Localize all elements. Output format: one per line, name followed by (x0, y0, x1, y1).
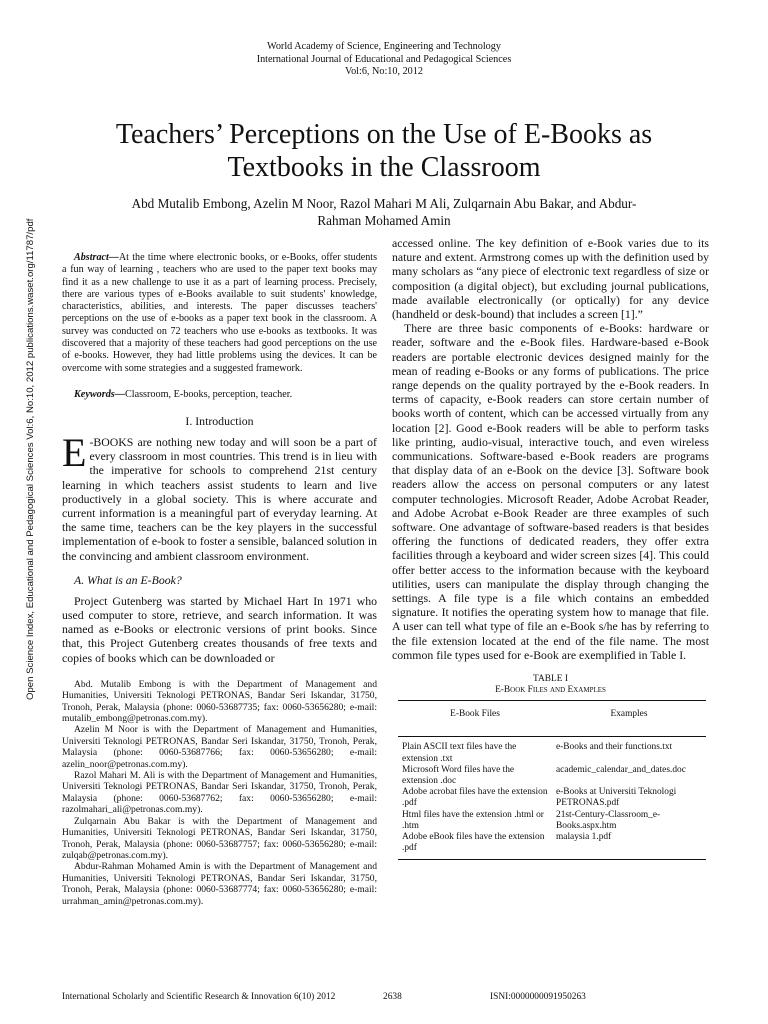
table-block (392, 674, 709, 860)
ebook-files-table (398, 700, 706, 860)
keywords-label: Keywords— (74, 388, 125, 400)
table-row (398, 787, 706, 809)
right-paragraph-2: There are three basic components of e-Books: hardware or reader, software and the e-Book files. Hardware-based e-Book readers are portable electronic devices designed mainly for the mean of reading e-Books or any forms of publications. The price range depends on the quality portrayed by the e-Book readers. In terms of capacity, e-Book readers can store certain number of books worth of content, which can be accessed virtually from any location [2]. Good e-Book readers will be able to perform tasks like printing, audio-visual, interactive touch, and even wireless communications. Software-based e-Book readers are programs that display data of an e-Book on the device [3]. Software book readers allow the access on personal computers or any latest computer technologies. Microsoft Reader, Adobe Acrobat Reader, and Adobe Acrobat e-Book Reader are three examples of such software. One advantage of software-based readers is that besides offering the functions of dedicated readers, they offer extra facilities through a keyboard and wider screen sizes [4]. This could offer better access to the information because with the keyboard utilities, users can manipulate the display through changing the settings. A file type is a file which contains an embedded signature. It notifies the operating system how to manage that file. A user can tell what type of file an e-Book s/he has by referring to the file extension located at the end of the file name. The most common file types used for e-Book are exemplified in Table I. (392, 321, 709, 662)
table-header-row (398, 701, 706, 737)
intro-text: -BOOKS are nothing new today and will soon be a part of every classroom in most countries. This trend is in lieu with the imperative for schools to comprehend 21st century learning in which teachers assist students to learn and live productively in a global society. This is where accurate and current information is a meaningful part of everyday learning. At the same time, teachers can be the key players in the successful implementation of e-book to foster a sensible, balanced solution in the convincing and ambient classroom environment. (62, 434, 377, 563)
table-row (398, 765, 706, 787)
header-line-2: International Journal of Educational and Pedagogical Sciences (256, 53, 512, 65)
title-line-1: Teachers’ Perceptions on the Use of E-Books as (115, 119, 653, 150)
authors-line-2: Rahman Mohamed Amin (317, 212, 451, 228)
table-cell: Adobe acrobat files have the extension .pdf (402, 787, 548, 809)
footnotes (62, 679, 377, 907)
author-list (110, 196, 658, 229)
table-cell: 21st-Century-Classroom_e-Books.aspx.htm (556, 809, 661, 831)
table-header: Examples (552, 701, 706, 737)
table-cell: e-Books at Universiti Teknologi PETRONAS.pdf (556, 787, 677, 809)
footnote: Abdur-Rahman Mohamed Amin is with the Department of Management and Humanities, Universiti Teknologi PETRONAS, Bandar Seri Iskandar, 31750, Tronoh, Perak, Malaysia (phone: 0060-53687774; fax: 0060-53656280; e-mail: urrahman_amin@petronas.com.my). (62, 861, 377, 907)
abstract-label: Abstract— (74, 252, 119, 263)
header-line-1: World Academy of Science, Engineering and Technology (267, 41, 501, 52)
intro-paragraph (62, 429, 377, 563)
side-note (25, 218, 36, 700)
right-column (392, 236, 709, 860)
side-note-text: Open Science Index, Educational and Pedagogical Sciences Vol:6, No:10, 2012 publications.waset.org/11787/pdf (25, 218, 36, 700)
subsection-a-heading: A. What is an E-Book? (74, 572, 182, 587)
page-number: 2638 (383, 992, 402, 1002)
authors-line-1: Abd Mutalib Embong, Azelin M Noor, Razol Mahari M Ali, Zulqarnain Abu Bakar, and Abdur- (131, 196, 637, 211)
footer-isni: ISNI:0000000091950263 (490, 992, 586, 1002)
table-row (398, 832, 706, 860)
table-cell: malaysia 1.pdf (552, 832, 706, 860)
intro-heading: I. Introduction (185, 413, 254, 428)
abstract (62, 252, 377, 375)
right-paragraph-1: accessed online. The key definition of e-Book varies due to its nature and extent. Armstrong comes up with the definition used by many scholars as “any piece of electronic text regardless of size or composition (a digital object), but excluding journal publications, made available electronically (or optically) for any device (handheld or desk-bound) that includes a screen [1].” (392, 236, 709, 322)
footnote: Razol Mahari M. Ali is with the Department of Management and Humanities, Universiti Teknologi PETRONAS, Bandar Seri Iskandar, 31750, Tronoh, Perak, Malaysia (phone: 0060-53687762; fax: 0060-53656280; e-mail: razolmahari_ali@petronas.com.my). (62, 770, 377, 816)
table-caption: E-Book Files and Examples (495, 685, 606, 696)
table-header: E-Book Files (398, 701, 552, 737)
footnote: Abd. Mutalib Embong is with the Department of Management and Humanities, Universiti Teknologi PETRONAS, Bandar Seri Iskandar, 31750, Tronoh, Perak, Malaysia (phone: 0060-53687735; fax: 0060-53656280; e-mail: mutalib_embong@petronas.com.my). (62, 678, 377, 725)
table-label: TABLE I (533, 674, 568, 685)
table-cell: e-Books and their functions.txt (556, 742, 673, 753)
keywords-text: Classroom, E-books, perception, teacher. (124, 388, 293, 400)
paper-title (60, 118, 708, 184)
abstract-text: At the time where electronic books, or e-Books, offer students a fun way of learning , teachers who are used to the paper text books may find it as a new challenge to use it as a part of learning process. Precisely, there are various types of e-Books available to suit students' knowledge, characteristics, abilities, and interests. The paper discusses teachers' perceptions on the use of e-books as a paper text book in the classroom. A survey was conducted on 72 teachers who use e-books as textbooks. It was discovered that a majority of these teachers had good perceptions on the use of e-books. However, they had little problems using the devices. It can be overcome with some strategies and a suggested framework. (62, 252, 377, 374)
subsection-a-paragraph: Project Gutenberg was started by Michael Hart In 1971 who used computer to store, retrieve, and search information. It was named as e-Books or electronic versions of print books. Since that, this Project Gutenberg creates thousands of free texts and copies of books which can be downloaded or (62, 593, 377, 665)
footnote: Zulqarnain Abu Bakar is with the Department of Management and Humanities, Universiti Teknologi PETRONAS, Bandar Seri Iskandar, 31750, Tronoh, Perak, Malaysia (phone: 0060-53687757; fax: 0060-53656280; e-mail: zulqab@petronas.com.my). (62, 815, 377, 861)
footnote: Azelin M Noor is with the Department of Management and Humanities, Universiti Teknologi PETRONAS, Bandar Seri Iskandar, 31750, Tronoh, Perak, Malaysia (phone: 0060-53687766; fax: 0060-53656280; e-mail: azelin_noor@petronas.com.my). (62, 724, 377, 770)
keywords (62, 389, 377, 400)
left-column (62, 252, 377, 907)
table-cell: Microsoft Word files have the extension .doc (402, 764, 515, 786)
table-cell: academic_calendar_and_dates.doc (556, 764, 686, 775)
table-cell: Plain ASCII text files have the extension .txt (402, 742, 517, 764)
table-cell: Html files have the extension .html or .htm (402, 809, 544, 831)
journal-header (0, 41, 768, 79)
table-row (398, 810, 706, 832)
table-cell: Adobe eBook files have the extension .pdf (398, 832, 552, 860)
drop-cap: E (62, 429, 87, 475)
header-line-3: Vol:6, No:10, 2012 (345, 66, 423, 77)
footer-journal: International Scholarly and Scientific Research & Innovation 6(10) 2012 (62, 992, 336, 1002)
table-row (398, 737, 706, 765)
title-line-2: Textbooks in the Classroom (227, 152, 541, 183)
